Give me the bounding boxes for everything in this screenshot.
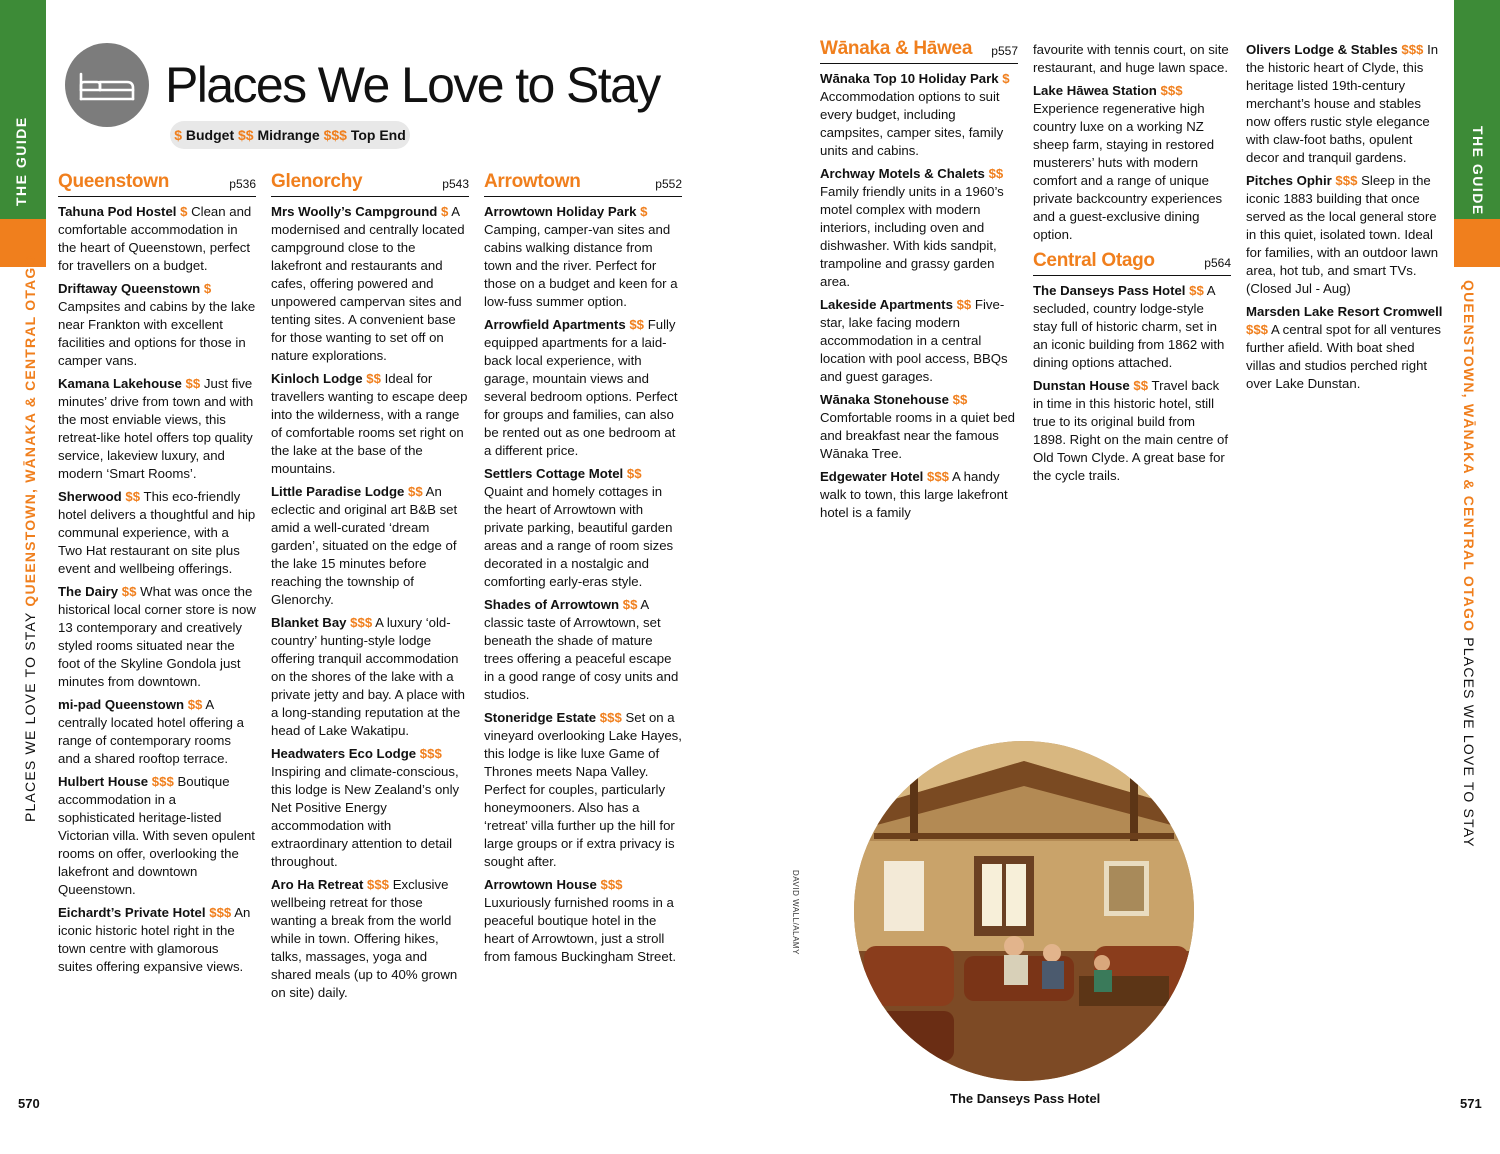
- listing-price: $$$: [151, 774, 174, 789]
- listing-price: $$: [185, 376, 201, 391]
- listing-entry: [1033, 82, 1231, 244]
- section-title: Queenstown: [58, 171, 170, 192]
- listing-price: $$: [121, 584, 137, 599]
- listing-description: Fully equipped apartments for a laid-back local experience, with garage, mountain views and several bedroom options. Perfect for groups and families, can also be rented out as one bedroom at a different price.: [484, 317, 678, 458]
- section-page-ref: p543: [442, 177, 469, 191]
- listing-description: A secluded, country lodge-style stay full of historic charm, set in an iconic building from 1862 with dining options attached.: [1033, 283, 1225, 370]
- page-title: Places We Love to Stay: [165, 57, 660, 113]
- listing-name: Arrowtown Holiday Park: [484, 204, 637, 219]
- listing-entry: [58, 280, 256, 370]
- photo-credit: DAVID WALL/ALAMY: [791, 870, 800, 955]
- listing-description: What was once the historical local corner store is now 13 contemporary and creatively styled rooms situated near the foot of the Skyline Gondola just minutes from downtown.: [58, 584, 256, 689]
- column-central-otago: [1033, 41, 1231, 490]
- listing-name: Olivers Lodge & Stables: [1246, 42, 1398, 57]
- listing-price: $$: [125, 489, 141, 504]
- listing-price: $$: [1189, 283, 1204, 298]
- listing-name: Headwaters Eco Lodge: [271, 746, 417, 761]
- entry-list: [484, 203, 682, 966]
- listing-name: The Dairy: [58, 584, 119, 599]
- listing-entry: [820, 391, 1018, 463]
- legend-budget: Budget: [182, 127, 238, 143]
- listing-price: $: [203, 281, 212, 296]
- section-header: [58, 170, 256, 197]
- page-number-right: 571: [1460, 1096, 1482, 1111]
- section-header: [820, 37, 1018, 64]
- section-header: [271, 170, 469, 197]
- listing-description: A classic taste of Arrowtown, set beneath the shade of mature trees offering a peaceful escape in a good range of cosy units and studios.: [484, 597, 679, 702]
- listing-entry: [58, 583, 256, 691]
- listing-name: Archway Motels & Chalets: [820, 166, 985, 181]
- legend-top: Top End: [346, 127, 406, 143]
- legend-budget-symbol: $: [174, 127, 182, 143]
- column-central-otago-cont: [1246, 41, 1444, 398]
- side-running-head-right: [1461, 280, 1477, 848]
- listing-entry: [484, 709, 682, 871]
- listing-price: $$: [956, 297, 972, 312]
- side-running-head-left: [22, 254, 38, 822]
- listing-description: Comfortable rooms in a quiet bed and breakfast near the famous Wānaka Tree.: [820, 410, 1015, 461]
- listing-name: Wānaka Stonehouse: [820, 392, 949, 407]
- listing-name: Settlers Cottage Motel: [484, 466, 624, 481]
- listing-name: Driftaway Queenstown: [58, 281, 201, 296]
- listing-description: Luxuriously furnished rooms in a peaceful boutique hotel in the heart of Arrowtown, just a stroll from famous Buckingham Street.: [484, 895, 677, 964]
- entry-list: [271, 203, 469, 1002]
- listing-name: Stoneridge Estate: [484, 710, 597, 725]
- listing-entry: [58, 773, 256, 899]
- listing-price: $$: [622, 597, 638, 612]
- listing-description: Quaint and homely cottages in the heart of Arrowtown with private parking, beautiful garden areas and a range of room sizes decorated in a nostalgic and comforting early-eras style.: [484, 484, 674, 589]
- listing-description: Ideal for travellers wanting to escape deep into the wilderness, with a range of comfortable rooms set right on the lake at the base of the mountains.: [271, 371, 468, 476]
- legend-midrange: Midrange: [253, 127, 324, 143]
- listing-entry: [484, 596, 682, 704]
- listing-price: $$: [408, 484, 423, 499]
- listing-name: Kinloch Lodge: [271, 371, 363, 386]
- section-title: Arrowtown: [484, 171, 581, 192]
- listing-price: $: [640, 204, 648, 219]
- section-page-ref: p564: [1204, 256, 1231, 270]
- listing-price: $$$: [367, 877, 390, 892]
- column-wanaka: [820, 37, 1018, 527]
- listing-entry: [484, 465, 682, 591]
- listing-entry: [1033, 282, 1231, 372]
- listing-name: Sherwood: [58, 489, 122, 504]
- section-header: [1033, 249, 1231, 276]
- listing-entry: [484, 316, 682, 460]
- side-tab-orange-right: [1454, 219, 1500, 267]
- price-legend: [170, 121, 410, 149]
- entry-list: [1033, 282, 1231, 485]
- listing-name: Lakeside Apartments: [820, 297, 953, 312]
- listing-description: An iconic historic hotel right in the town centre with glamorous suites offering expansive views.: [58, 905, 251, 974]
- listing-price: $$$: [350, 615, 373, 630]
- listing-price: $$: [988, 166, 1004, 181]
- section-title: Glenorchy: [271, 171, 363, 192]
- listing-entry: [271, 203, 469, 365]
- listing-price: $$$: [599, 710, 622, 725]
- listing-name: Arrowfield Apartments: [484, 317, 626, 332]
- listing-entry: [820, 468, 1018, 522]
- listing-entry: [271, 370, 469, 478]
- listing-price: $$$: [1401, 42, 1424, 57]
- listing-entry: [58, 696, 256, 768]
- column-queenstown: [58, 170, 256, 981]
- entry-list: [58, 203, 256, 976]
- listing-name: Eichardt’s Private Hotel: [58, 905, 206, 920]
- side-tab-label: THE GUIDE: [1470, 126, 1486, 216]
- listing-description: An eclectic and original art B&B set amid a well-curated ‘dream garden’, situated on the edge of the lake 15 minutes before reaching the township of Glenorchy.: [271, 484, 458, 607]
- listing-entry: [58, 904, 256, 976]
- section-page-ref: p557: [991, 44, 1018, 58]
- running-head-region: QUEENSTOWN, WĀNAKA & CENTRAL OTAGO: [22, 254, 38, 607]
- listing-price: $$: [626, 466, 642, 481]
- listing-price: $$$: [1160, 83, 1183, 98]
- listing-name: Tahuna Pod Hostel: [58, 204, 177, 219]
- section-page-ref: p552: [655, 177, 682, 191]
- listing-entry: [820, 165, 1018, 291]
- column-arrowtown: [484, 170, 682, 971]
- listing-entry: [271, 745, 469, 871]
- listing-name: Wānaka Top 10 Holiday Park: [820, 71, 999, 86]
- listing-name: Lake Hāwea Station: [1033, 83, 1157, 98]
- listing-entry: [58, 375, 256, 483]
- listing-description: A handy walk to town, this large lakefront hotel is a family: [820, 469, 1008, 520]
- listing-entry: [1246, 172, 1444, 298]
- entry-list: [820, 70, 1018, 522]
- running-head-region: QUEENSTOWN, WĀNAKA & CENTRAL OTAGO: [1461, 280, 1477, 633]
- listing-name: Pitches Ophir: [1246, 173, 1332, 188]
- listing-price: $$$: [419, 746, 442, 761]
- listing-price: $$$: [600, 877, 623, 892]
- listing-description: Campsites and cabins by the lake near Frankton with excellent facilities and options for those in camper vans.: [58, 299, 256, 368]
- listing-description: This eco-friendly hotel delivers a thoughtful and hip communal experience, with a Two Hat restaurant on site plus event and wellbeing offerings.: [58, 489, 256, 576]
- listing-entry: [1033, 377, 1231, 485]
- listing-price: $$: [952, 392, 968, 407]
- hotel-interior-photo: [854, 741, 1194, 1081]
- listing-price: $$: [629, 317, 645, 332]
- section-header: [484, 170, 682, 197]
- section-page-ref: p536: [229, 177, 256, 191]
- listing-entry: [820, 296, 1018, 386]
- listing-description: A central spot for all ventures further afield. With boat shed villas and studios perched right over Lake Dunstan.: [1246, 322, 1442, 391]
- column-glenorchy: [271, 170, 469, 1007]
- listing-price: $: [180, 204, 188, 219]
- listing-name: mi-pad Queenstown: [58, 697, 185, 712]
- listing-description: Boutique accommodation in a sophisticated heritage-listed Victorian villa. With seven opulent rooms on offer, overlooking the lakefront and downtown Queenstown.: [58, 774, 255, 897]
- listing-name: Dunstan House: [1033, 378, 1130, 393]
- listing-description: Set on a vineyard overlooking Lake Hayes, this lodge is like luxe Game of Thrones meets Napa Valley. Perfect for couples, particularly honeymooners. Also has a ‘retreat’ villa further up the hill for large groups or if extra privacy is sought after.: [484, 710, 682, 869]
- listing-description: A luxury ‘old-country’ hunting-style lodge offering tranquil accommodation on the shores of the lake with a private jetty and bay. A place with a long-standing reputation at the head of Lake Wakatipu.: [271, 615, 466, 738]
- listing-name: Shades of Arrowtown: [484, 597, 620, 612]
- listing-name: Kamana Lakehouse: [58, 376, 182, 391]
- listing-entry: [1246, 303, 1444, 393]
- running-head-plain: PLACES WE LOVE TO STAY: [22, 606, 38, 822]
- listing-name: Marsden Lake Resort Cromwell: [1246, 304, 1443, 319]
- listing-description: Just five minutes’ drive from town and with the most enviable views, this retreat-like hotel offers top quality service, lakeview luxury, and modern ‘Smart Rooms’.: [58, 376, 254, 481]
- listing-entry: [271, 483, 469, 609]
- listing-entry: [58, 203, 256, 275]
- legend-midrange-symbol: $$: [238, 127, 254, 143]
- listing-description: Clean and comfortable accommodation in the heart of Queenstown, perfect for travellers on a budget.: [58, 204, 252, 273]
- listing-price: $$: [366, 371, 381, 386]
- listing-price: $: [441, 204, 449, 219]
- listing-price: $$$: [1246, 322, 1269, 337]
- continuation-text: favourite with tennis court, on site restaurant, and huge lawn space.: [1033, 42, 1229, 75]
- listing-description: Exclusive wellbeing retreat for those wanting a break from the world while in town. Offering hikes, talks, massages, yoga and shared meals (up to 40% grown on site) daily.: [271, 877, 458, 1000]
- section-title: Wānaka & Hāwea: [820, 38, 973, 59]
- listing-price: $$$: [927, 469, 950, 484]
- listing-name: Arrowtown House: [484, 877, 597, 892]
- listing-description: In the historic heart of Clyde, this heritage listed 19th-century merchant’s house and stables now offers rustic style elegance with claw-foot baths, opulent decor and tranquil gardens.: [1246, 42, 1439, 165]
- side-tab-green-right: [1454, 0, 1500, 219]
- listing-entry: [1246, 41, 1444, 167]
- listing-name: Little Paradise Lodge: [271, 484, 405, 499]
- listing-description: Travel back in time in this historic hotel, still true to its original build from 1898. Right on the main centre of Old Town Clyde. A great base for the cycle trails.: [1033, 378, 1229, 483]
- listing-price: $$$: [1335, 173, 1358, 188]
- listing-price: $$$: [209, 905, 232, 920]
- photo-caption: The Danseys Pass Hotel: [950, 1091, 1101, 1106]
- bed-icon: [65, 43, 149, 127]
- listing-price: $: [1002, 71, 1010, 86]
- listing-description: A modernised and centrally located campground close to the lakefront and restaurants and cafes, offering powered and unpowered campervan sites and tenting sites. A convenient base for those wanting to set off on nature explorations.: [271, 204, 465, 363]
- section-title: Central Otago: [1033, 250, 1155, 271]
- listing-description: Five-star, lake facing modern accommodation in a central location with pool access, BBQs and guest garages.: [820, 297, 1008, 384]
- listing-description: Camping, camper-van sites and cabins walking distance from town and the river. Perfect for those on a budget and keen for a low-fuss summer option.: [484, 222, 678, 309]
- page-number-left: 570: [18, 1096, 40, 1111]
- listing-name: Edgewater Hotel: [820, 469, 924, 484]
- listing-description: Sleep in the iconic 1883 building that once served as the local general store in this quiet, isolated town. Ideal for families, with an outdoor lawn area, hot tub, and smart TVs. (Closed Jul - Aug): [1246, 173, 1439, 296]
- legend-top-symbol: $$$: [323, 127, 347, 143]
- listing-entry: [820, 70, 1018, 160]
- listing-entry: [484, 876, 682, 966]
- listing-entry: [58, 488, 256, 578]
- listing-description: Family friendly units in a 1960’s motel complex with modern interiors, including oven and dishwasher. With kids sandpit, trampoline and grassy garden area.: [820, 184, 1004, 289]
- listing-entry: [484, 203, 682, 311]
- listing-name: Mrs Woolly’s Campground: [271, 204, 438, 219]
- listing-entry: [271, 614, 469, 740]
- entry-list: [1033, 82, 1231, 244]
- listing-name: Hulbert House: [58, 774, 149, 789]
- side-tab-label: THE GUIDE: [13, 116, 29, 206]
- listing-price: $$: [187, 697, 203, 712]
- listing-description: Experience regenerative high country luxe on a working NZ sheep farm, staying in restored musterers’ huts with modern comfort and a range of unique private backcountry experiences and a guest-exclusive dining option.: [1033, 101, 1223, 242]
- listing-name: The Danseys Pass Hotel: [1033, 283, 1186, 298]
- listing-price: $$: [1133, 378, 1149, 393]
- listing-name: Blanket Bay: [271, 615, 347, 630]
- entry-list: [1246, 41, 1444, 393]
- listing-description: A centrally located hotel offering a range of contemporary rooms and a shared rooftop terrace.: [58, 697, 244, 766]
- running-head-plain: PLACES WE LOVE TO STAY: [1461, 632, 1477, 848]
- side-tab-green-left: [0, 0, 46, 219]
- listing-description: Inspiring and climate-conscious, this lodge is New Zealand’s only Net Positive Energy accommodation with extraordinary attention to detail throughout.: [271, 764, 460, 869]
- listing-entry: [271, 876, 469, 1002]
- listing-name: Aro Ha Retreat: [271, 877, 364, 892]
- listing-description: Accommodation options to suit every budget, including campsites, camper sites, family units and cabins.: [820, 89, 1004, 158]
